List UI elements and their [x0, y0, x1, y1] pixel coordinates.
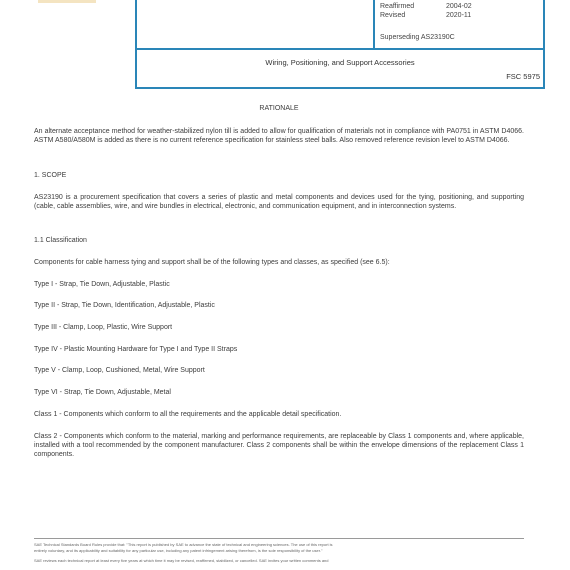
header-box: [135, 0, 545, 89]
document-title: Wiring, Positioning, and Support Accessories: [265, 58, 415, 67]
header-column-divider: [373, 0, 375, 48]
type-item: Type IV - Plastic Mounting Hardware for Type I and Type II Straps: [34, 346, 238, 353]
rationale-body: An alternate acceptance method for weather-stabilized nylon till is added to allow for qualification of materials not in compliance with PA0751 in ASTM D4066. ASTM A580/A580M is added as there is no current reference specification for stainless steel balls. Also removed reference revision level to ASTM D4066.: [34, 128, 524, 144]
type-item: Type I - Strap, Tie Down, Adjustable, Plastic: [34, 281, 170, 288]
footer-line: SAE reviews each technical report at least every five years at which time it may be revised, reaffirmed, stabilized, or cancelled. SAE invites your written comments and: [34, 558, 329, 563]
type-item: Type VI - Strap, Tie Down, Adjustable, Metal: [34, 389, 171, 396]
type-item: Type II - Strap, Tie Down, Identification, Adjustable, Plastic: [34, 302, 215, 309]
type-item: Type III - Clamp, Loop, Plastic, Wire Support: [34, 324, 173, 331]
class-2-definition: Class 2 - Components which conform to the material, marking and performance requirements, are replaceable by Class 1 components and, where applicable, installed with a tool recommended by the component manufacturer. Class 2 components shall be within the envelope dimensions of the replacement Class 1 components.: [34, 433, 524, 458]
reaffirmed-value: 2004-02: [446, 3, 472, 10]
revised-label: Revised: [380, 12, 406, 19]
scope-heading: 1. SCOPE: [34, 172, 67, 179]
revised-value: 2020-11: [446, 12, 472, 19]
footer-line: SAE Technical Standards Board Rules provide that: "This report is published by SAE to advance the state of technical and engineering sciences. The use of this report is: [34, 542, 333, 547]
reaffirmed-label: Reaffirmed: [380, 3, 415, 10]
classification-intro: Components for cable harness tying and support shall be of the following types and classes, as specified (see 6.5):: [34, 259, 390, 266]
footer-rule: [34, 538, 524, 539]
header-divider: [135, 48, 545, 50]
fsc-code: FSC 5975: [506, 72, 540, 81]
superseding-text: Superseding AS23190C: [380, 34, 455, 41]
footer-line: entirely voluntary, and its applicability and suitability for any particular use, including any patent infringement arising therefrom, is the sole responsibility of the user.": [34, 548, 323, 553]
classification-heading: 1.1 Classification: [34, 237, 87, 244]
sae-logo-fragment: [38, 0, 96, 3]
type-item: Type V - Clamp, Loop, Cushioned, Metal, Wire Support: [34, 367, 205, 374]
scope-body: AS23190 is a procurement specification that covers a series of plastic and metal components and devices used for the tying, positioning, and supporting (cable, cable assemblies, wire, and wire bundles in electrical, electronic, and communication equipment, and in interconnection systems.: [34, 194, 524, 210]
rationale-heading: RATIONALE: [259, 105, 299, 112]
class-1-definition: Class 1 - Components which conform to all the requirements and the applicable detail specification.: [34, 411, 342, 418]
